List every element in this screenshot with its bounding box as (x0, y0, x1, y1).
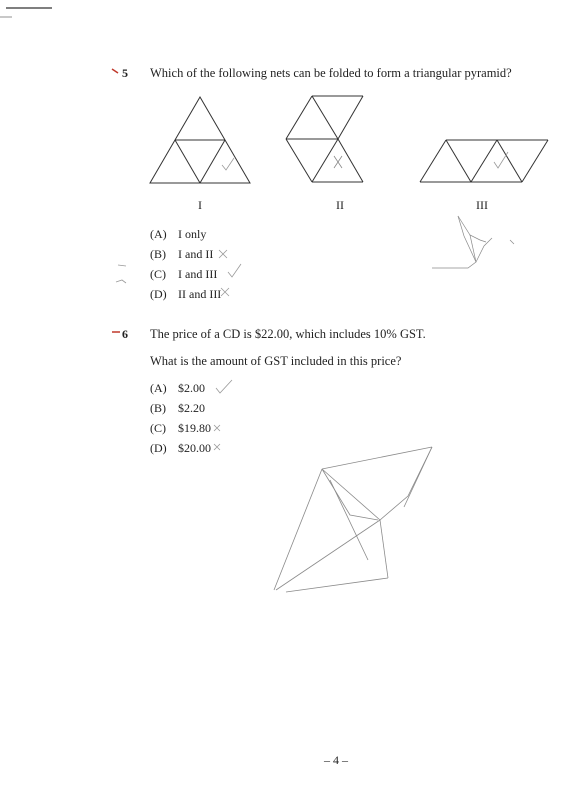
q5-number: 5 (122, 66, 128, 80)
net-label-ii: II (336, 198, 344, 212)
option-text: II and III (178, 287, 222, 301)
option-label: (B) (150, 247, 166, 261)
q5-question-text: Which of the following nets can be folded to form a triangular pyramid? (150, 66, 512, 80)
option-text: $19.80 (178, 421, 211, 435)
option-text: $2.00 (178, 381, 205, 395)
option-label: (C) (150, 421, 166, 435)
option-text: $20.00 (178, 441, 211, 455)
option-text: I only (178, 227, 207, 241)
option-text: I and II (178, 247, 214, 261)
option-text: $2.20 (178, 401, 205, 415)
option-text: I and III (178, 267, 218, 281)
page-number: – 4 – (324, 753, 348, 767)
option-label: (C) (150, 267, 166, 281)
q6-number: 6 (122, 327, 128, 341)
option-label: (D) (150, 287, 167, 301)
q6-subquestion-text: What is the amount of GST included in this price? (150, 354, 402, 368)
q6-question-text: The price of a CD is $22.00, which includes 10% GST. (150, 327, 426, 341)
option-label: (A) (150, 227, 167, 241)
option-label: (B) (150, 401, 166, 415)
option-label: (A) (150, 381, 167, 395)
net-label-iii: III (476, 198, 488, 212)
option-label: (D) (150, 441, 167, 455)
net-label-i: I (198, 198, 202, 212)
